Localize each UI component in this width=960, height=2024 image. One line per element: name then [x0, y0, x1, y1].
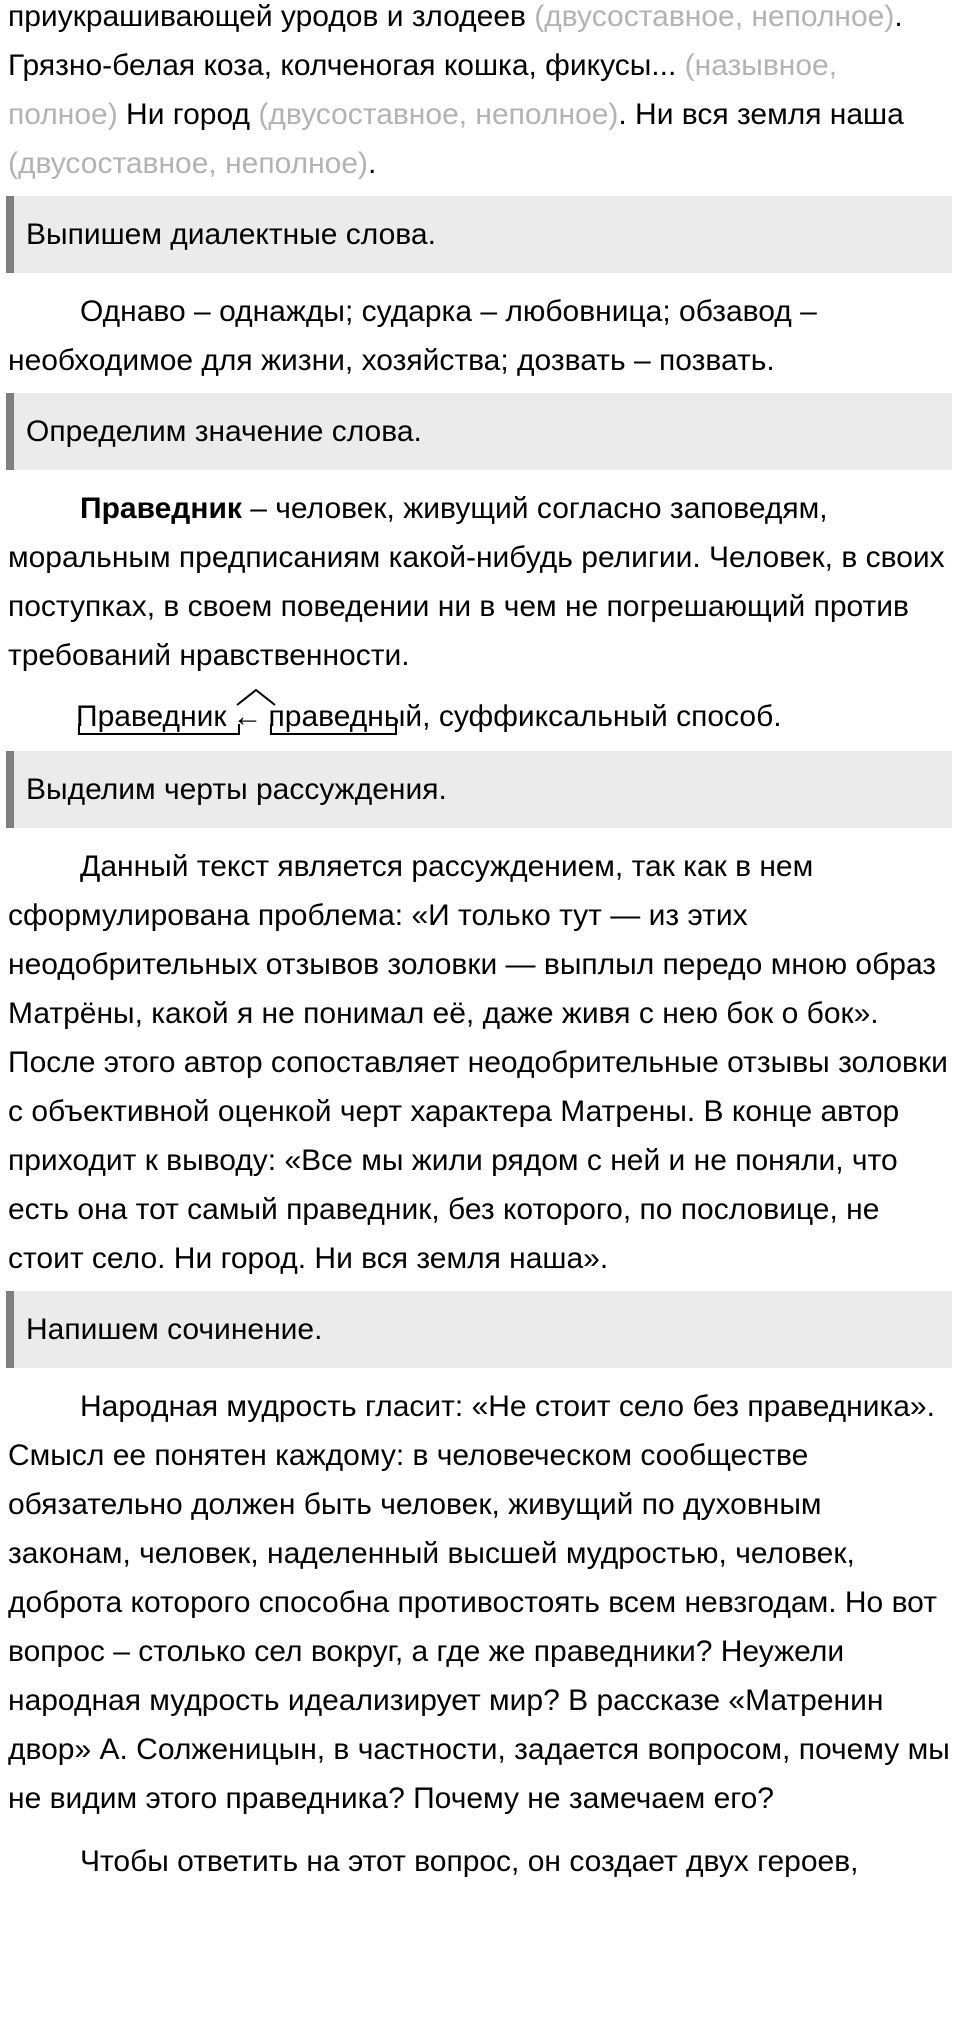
heading-dialect: Выпишем диалектные слова.	[6, 196, 952, 273]
formation-method: , суффиксальный способ.	[422, 700, 782, 733]
intro-note-4: (двусоставное, неполное)	[8, 147, 369, 180]
heading-meaning: Определим значение слова.	[6, 393, 952, 470]
intro-note-1: (двусоставное, неполное)	[534, 0, 895, 33]
essay-paragraph-1: Народная мудрость гласит: «Не стоит село без праведника». Смысл ее понятен каждому: в человеческом сообществе обязательно должен быть человек, живущий по духовным законам, человек, наделенный высшей мудростью, человек, доброта которого способна противостоять всем невзгодам. Но вот вопрос – столько сел вокруг, а где же праведники? Неужели народная мудрость идеализирует мир? В рассказе «Матренин двор» А. Солженицын, в частности, задается вопросом, почему мы не видим этого праведника? Почему не замечаем его?	[8, 1390, 950, 1815]
dialect-paragraph: Однаво – однажды; сударка – любовница; обзавод – необходимое для жизни, хозяйства; дозвать – позвать.	[8, 295, 817, 377]
meaning-term: Праведник	[80, 492, 242, 525]
source-word	[269, 692, 384, 741]
morphology-line	[8, 692, 952, 741]
intro-paragraph	[8, 0, 952, 188]
root-bracket-icon	[270, 724, 397, 735]
intro-note-3: (двусоставное, неполное)	[258, 98, 619, 131]
heading-reasoning: Выделим черты рассуждения.	[6, 751, 952, 828]
intro-text-4: . Ни вся земля наша	[618, 98, 904, 131]
intro-note-2: (назывное, полное)	[8, 49, 838, 131]
derived-word-suffix: ик	[196, 700, 227, 733]
derived-word-root: Праведн	[76, 700, 197, 733]
meaning-paragraph	[8, 484, 952, 680]
root-bracket-icon	[78, 724, 240, 735]
intro-text-3: Ни город	[117, 98, 259, 131]
reasoning-paragraph: Данный текст является рассуждением, так как в нем сформулирована проблема: «И только тут — из этих неодобрительных отзывов золовки — выплыл передо мною образ Матрёны, какой я не понимал её, даже живя с нею бок о бок». После этого автор сопоставляет неодобрительные отзывы золовки с объективной оценкой черт характера Матрены. В конце автор приходит к выводу: «Все мы жили рядом с ней и не поняли, что есть она тот самый праведник, без которого, по пословице, не стоит село. Ни город. Ни вся земля наша».	[8, 850, 948, 1275]
meaning-definition: – человек, живущий согласно заповедям, моральным предписаниям какой-нибудь религии. Человек, в своих поступках, в своем поведении ни в чем не погрешающий против требований нравственности.	[8, 492, 945, 672]
arrow-left-icon: ←	[232, 700, 263, 733]
source-word-ending: ый	[383, 700, 423, 733]
intro-text-1: приукрашивающей уродов и злодеев	[8, 0, 535, 33]
essay-paragraph-2: Чтобы ответить на этот вопрос, он создает двух героев,	[80, 1845, 859, 1878]
heading-essay: Напишем сочинение.	[6, 1291, 952, 1368]
intro-text-5: .	[368, 147, 377, 180]
source-word-root: праведн	[268, 700, 384, 733]
intro-text-2: . Грязно-белая коза, колченогая кошка, фикусы...	[8, 0, 903, 82]
derived-word	[76, 692, 227, 741]
